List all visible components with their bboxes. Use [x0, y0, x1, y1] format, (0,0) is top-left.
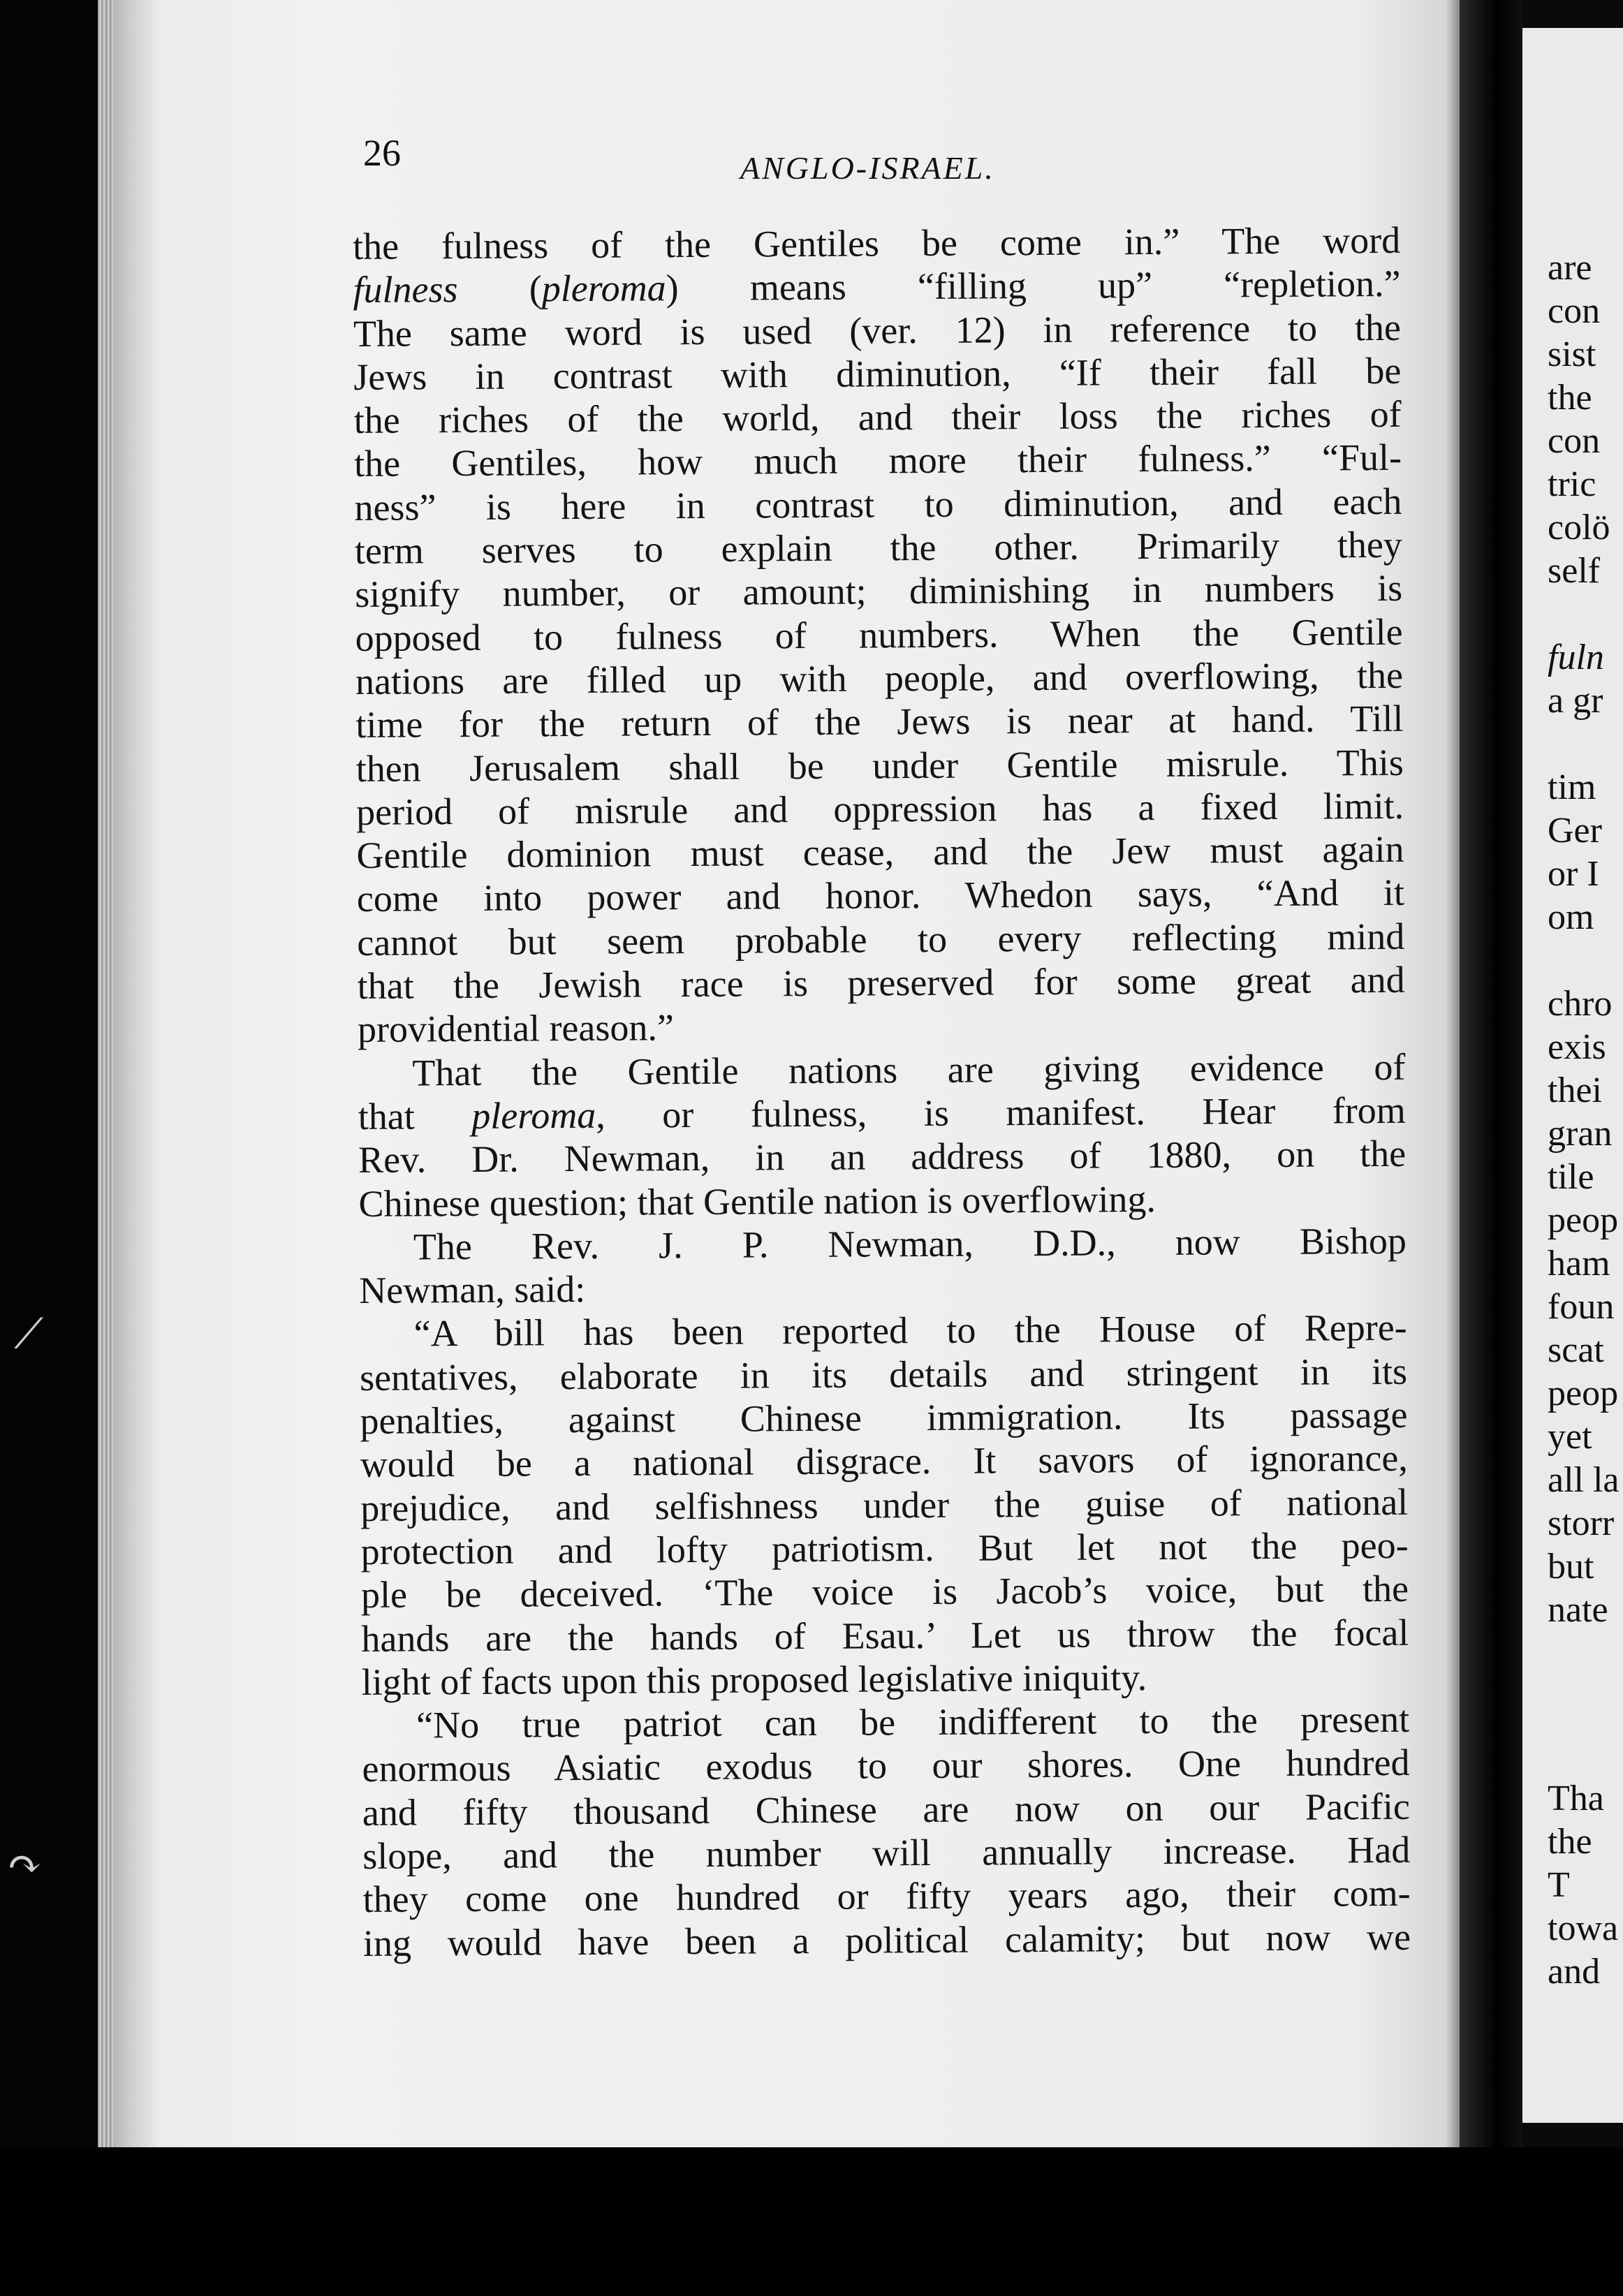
page-stack-edge	[98, 0, 113, 2147]
facing-page-fragment: Tha	[1548, 1779, 1604, 1818]
text-line: hands are the hands of Esau.’ Let us throw the focal	[361, 1611, 1409, 1660]
text-line: that the Jewish race is preserved for some great and	[357, 958, 1405, 1008]
text-line: signify number, or amount; diminishing in numbers is	[355, 567, 1403, 616]
text-line: ness” is here in contrast to diminution, and each	[354, 480, 1402, 529]
facing-page-fragment: tric	[1548, 464, 1596, 504]
facing-page	[1522, 28, 1623, 2123]
text-line: slope, and the number will annually increase. Had	[362, 1828, 1411, 1877]
book-gutter	[1460, 0, 1522, 2296]
text-line: term serves to explain the other. Primarily they	[354, 523, 1403, 573]
italic-word: fulness	[353, 268, 458, 311]
text-line: the Gentiles, how much more their fulness.” “Ful-	[353, 436, 1402, 485]
facing-page-fragment: peop	[1548, 1374, 1619, 1413]
facing-page-fragment: con	[1548, 291, 1601, 331]
text-line: the fulness of the Gentiles be come in.” The word	[353, 219, 1401, 267]
text-line: the riches of the world, and their loss the riches of	[353, 393, 1402, 442]
text-line: come into power and honor. Whedon says, “And it	[356, 871, 1405, 920]
text-line: and fifty thousand Chinese are now on our Pacific	[362, 1785, 1411, 1834]
text-line: providential reason.”	[357, 1006, 675, 1051]
facing-page-fragment: or I	[1548, 854, 1599, 894]
facing-page-fragment: towa	[1548, 1908, 1619, 1948]
text-line: protection and lofty patriotism. But let not the peo-	[360, 1524, 1409, 1573]
text-line: light of facts upon this proposed legislative iniquity.	[361, 1656, 1147, 1703]
text-line: time for the return of the Jews is near at hand. Till	[355, 698, 1404, 746]
facing-page-fragment: foun	[1548, 1287, 1615, 1327]
facing-page-fragment: all la	[1548, 1460, 1620, 1500]
text-line: enormous Asiatic exodus to our shores. One hundred	[362, 1742, 1410, 1790]
facing-page-fragment: sist	[1548, 334, 1596, 374]
text-line: ple be deceived. ‘The voice is Jacob’s voice, but the	[360, 1568, 1409, 1617]
facing-page-fragment: T	[1548, 1865, 1570, 1905]
facing-page-fragment: the	[1548, 1822, 1592, 1862]
text-line: opposed to fulness of numbers. When the Gentile	[355, 610, 1403, 659]
facing-page-fragment: fuln	[1548, 638, 1604, 677]
facing-page-fragment: storr	[1548, 1503, 1615, 1543]
facing-page-fragment: colö	[1548, 508, 1610, 547]
scan-bottom-border	[0, 2147, 1623, 2296]
facing-page-fragment: gran	[1548, 1114, 1613, 1154]
text-line: “A bill has been reported to the House of Repre-	[413, 1307, 1407, 1355]
page-number: 26	[363, 132, 401, 174]
facing-page-fragment: ham	[1548, 1244, 1610, 1283]
scan-artifact-mark: ↷	[7, 1841, 43, 1887]
text-line: that pleroma, or fulness, is manifest. Hear from	[358, 1089, 1406, 1138]
scan-artifact-mark: ⟋	[14, 1311, 43, 1357]
italic-word: pleroma	[541, 267, 666, 310]
facing-page-fragment: om	[1548, 897, 1594, 937]
facing-page-fragment: self	[1548, 551, 1601, 591]
facing-page-fragment: nate	[1548, 1590, 1608, 1630]
text-line: prejudice, and selfishness under the guise of national	[360, 1480, 1409, 1529]
text-line: they come one hundred or fifty years ago, their com-	[362, 1872, 1411, 1921]
running-head: ANGLO-ISRAEL.	[740, 150, 995, 186]
text-line: “No true patriot can be indifferent to the present	[416, 1698, 1410, 1746]
text-line: cannot but seem probable to every reflecting mind	[357, 915, 1405, 964]
facing-page-fragment: a gr	[1548, 681, 1603, 721]
facing-page-fragment: the	[1548, 378, 1592, 418]
text-line: Newman, said:	[359, 1268, 586, 1312]
facing-page-fragment: exis	[1548, 1027, 1606, 1067]
text-line: ing would have been a political calamity; but now we	[362, 1915, 1411, 1964]
left-scan-margin	[0, 0, 98, 2296]
italic-word: pleroma	[471, 1094, 596, 1137]
text-line: nations are filled up with people, and overflowing, the	[355, 654, 1404, 702]
facing-page-fragment: thei	[1548, 1070, 1602, 1110]
text-line: Gentile dominion must cease, and the Jew must again	[356, 827, 1404, 877]
facing-page-fragment: tile	[1548, 1157, 1594, 1197]
text-line: then Jerusalem shall be under Gentile misrule. This	[355, 741, 1404, 790]
body-text	[353, 219, 1411, 1965]
facing-page-fragment: tim	[1548, 767, 1596, 807]
facing-page-fragment: but	[1548, 1547, 1594, 1587]
text-line: sentatives, elaborate in its details and stringent in its	[359, 1350, 1408, 1399]
text-line: Jews in contrast with diminution, “If their fall be	[353, 349, 1402, 398]
facing-page-fragment: are	[1548, 248, 1592, 288]
facing-page-fragment: peop	[1548, 1200, 1619, 1240]
facing-page-fragment: yet	[1548, 1417, 1592, 1457]
text-line: That the Gentile nations are giving evidence of	[412, 1045, 1406, 1094]
text-line: period of misrule and oppression has a fixed limit.	[355, 784, 1404, 833]
text-line: The same word is used (ver. 12) in reference to the	[353, 306, 1402, 355]
text-line: Rev. Dr. Newman, in an address of 1880, on the	[358, 1133, 1407, 1182]
text-line: Chinese question; that Gentile nation is overflowing.	[358, 1177, 1156, 1225]
facing-page-fragment: chro	[1548, 984, 1613, 1024]
facing-page-fragment: Ger	[1548, 811, 1602, 851]
facing-page-fragment: scat	[1548, 1330, 1604, 1370]
facing-page-fragment: and	[1548, 1952, 1601, 1992]
text-line: fulness (pleroma) means “filling up” “repletion.”	[353, 263, 1401, 311]
text-line: The Rev. J. P. Newman, D.D., now Bishop	[413, 1219, 1407, 1268]
text-line: would be a national disgrace. It savors of ignorance,	[360, 1437, 1409, 1486]
text-line: penalties, against Chinese immigration. Its passage	[360, 1393, 1408, 1442]
facing-page-fragment: con	[1548, 421, 1601, 461]
